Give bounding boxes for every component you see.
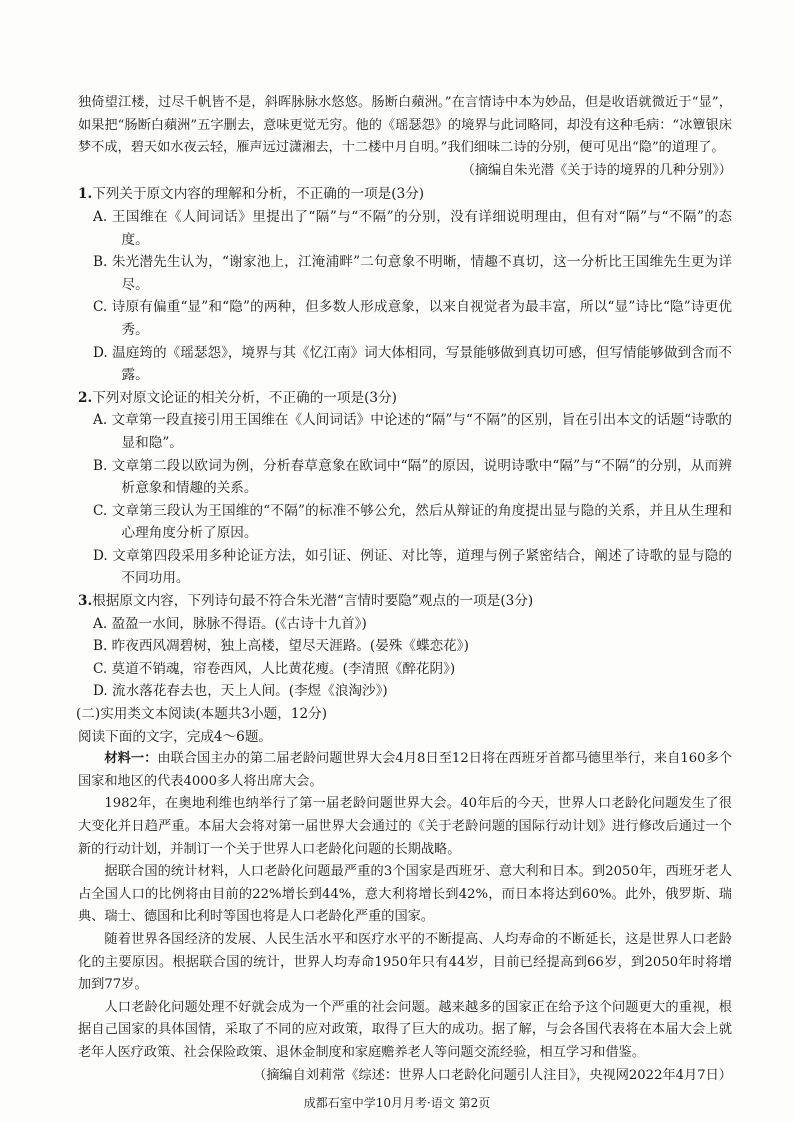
question-number: 1. [78, 186, 93, 203]
material-paragraph: 据联合国的统计材料，人口老龄化问题最严重的3个国家是西班牙、意大利和日本。到2050年，西班牙老人占全国人口的比例将由目前的22%增长到44%，意大利将增长到42%，而日本将达到60%。此外，俄罗斯、瑞典、瑞士、德国和比利时等国也将是人口老龄化严重的国家。 [78, 864, 732, 925]
question-stem: 2.下列对原文论证的相关分析，不正确的一项是(3分) [78, 389, 397, 406]
material-paragraph: 材料一：由联合国主办的第二届老龄问题世界大会4月8日至12日将在西班牙首都马德里举行，来自160多个国家和地区的代表4000多人将出席大会。 [78, 751, 733, 789]
material-source: （摘编自刘莉常《综述：世界人口老龄化问题引人注目》，央视网2022年4月7日） [253, 1067, 732, 1083]
material-label: 材料一： [104, 751, 158, 767]
option-a: A. 文章第一段直接引用王国维在《人间词话》中论述的“隔”与“不隔”的区别，旨在引出本文的话题“诗歌的显和隐”。 [93, 412, 732, 451]
page-footer: 成都石室中学10月月考·语文 第2页 [303, 1096, 491, 1110]
option-c: C. 文章第三段认为王国维的“不隔”的标准不够公允，然后从辩证的角度提出显与隐的关系，并且从生理和心理角度分析了原因。 [93, 502, 732, 542]
option-b: B. 昨夜西风凋碧树，独上高楼，望尽天涯路。(晏殊《蝶恋花》) [93, 638, 469, 655]
option-d: D. 文章第四段采用多种论证方法，如引证、例证、对比等，道理与例子紧密结合，阐述了诗歌的显与隐的不同功用。 [93, 547, 732, 587]
passage-paragraph: 独倚望江楼，过尽千帆皆不是，斜晖脉脉水悠悠。肠断白蘋洲。”在言情诗中本为妙品，但是收语就微近于“显”，如果把“肠断白蘋洲”五字删去，意味更觉无穷。他的《瑶瑟怨》的境界与此词略同，却没有这种毛病：“冰簟银床梦不成，碧天如水夜云轻，雁声远过潇湘去，十二楼中月自明。”我们细味二诗的分别，便可见出“隐”的道理了。 [78, 95, 732, 156]
option-a: A. 王国维在《人间词话》里提出了“隔”与“不隔”的分别，没有详细说明理由，但有对“隔”与“不隔”的态度。 [93, 208, 732, 248]
option-c: C. 莫道不销魂，帘卷西风，人比黄花瘦。(李清照《醉花阴》) [93, 660, 456, 677]
section-instruction: 阅读下面的文字，完成4～6题。 [78, 728, 273, 745]
option-c: C. 诗原有偏重“显”和“隐”的两种，但多数人形成意象，以来自视觉者为最丰富，所以“显”诗比“隐”诗更优秀。 [93, 299, 732, 338]
question-stem: 3.根据原文内容，下列诗句最不符合朱光潜“言情时要隐”观点的一项是(3分) [78, 593, 534, 610]
question-3 [78, 590, 732, 703]
question-number: 2. [78, 389, 93, 406]
option-a: A. 盈盈一水间，脉脉不得语。(《古诗十九首》) [93, 615, 367, 632]
material-one [78, 748, 732, 1087]
material-paragraph: 人口老龄化问题处理不好就会成为一个严重的社会问题。越来越多的国家正在给予这个问题更大的重视，根据自己国家的具体国情，采取了不同的应对政策，取得了巨大的成功。据了解，与会各国代表将在本届大会上就老年人医疗政策、社会保险政策、退休金制度和家庭赡养老人等问题交流经验，相互学习和借鉴。 [78, 999, 732, 1060]
option-d: D. 流水落花春去也，天上人间。(李煜《浪淘沙》) [93, 683, 388, 700]
option-b: B. 文章第二段以欧词为例，分析春草意象在欧词中“隔”的原因，说明诗歌中“隔”与“不隔”的分别，从而辨析意象和情趣的关系。 [93, 457, 732, 497]
option-b: B. 朱光潜先生认为，“谢家池上，江淹浦畔”二句意象不明晰，情趣不真切，这一分析比王国维先生更为详尽。 [93, 254, 732, 293]
question-1 [78, 183, 732, 386]
passage-source: （摘编自朱光潜《关于诗的境界的几种分别》） [461, 162, 732, 178]
question-number: 3. [78, 593, 93, 610]
material-paragraph: 1982年，在奥地利维也纳举行了第一届老龄问题世界大会。40年后的今天，世界人口老龄化问题发生了很大变化并日趋严重。本届大会将对第一届世界大会通过的《关于老龄问题的国际行动计划》进行修改后通过一个新的行动计划，并制订一个关于世界人口老龄化问题的长期战略。 [78, 796, 732, 857]
option-d: D. 温庭筠的《瑶瑟怨》，境界与其《忆江南》词大体相同，写景能够做到真切可感，但写情能够做到含而不露。 [93, 344, 732, 384]
question-stem: 1.下列关于原文内容的理解和分析，不正确的一项是(3分) [78, 186, 425, 203]
question-2 [78, 387, 732, 590]
material-paragraph: 随着世界各国经济的发展、人民生活水平和医疗水平的不断提高、人均寿命的不断延长，这是世界人口老龄化的主要原因。根据联合国的统计，世界人均寿命1950年只有44岁，目前已经提高到66岁，到2050年时将增加到77岁。 [78, 931, 732, 993]
section-heading: (二)实用类文本阅读(本题共3小题，12分) [76, 706, 328, 723]
